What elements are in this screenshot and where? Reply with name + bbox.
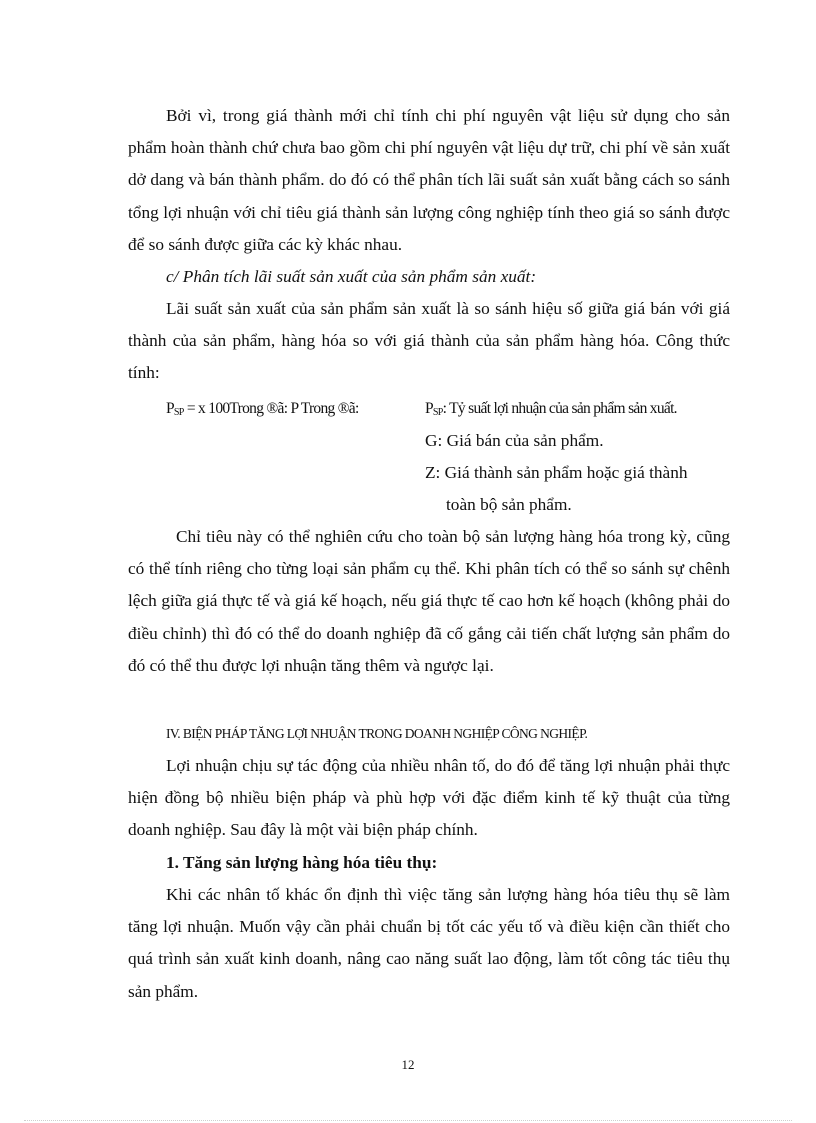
- subheading-1: 1. Tăng sản lượng hàng hóa tiêu thụ:: [166, 853, 438, 872]
- definition-psp-text: : Tỷ suất lợi nhuận của sản phẩm sản xuất.: [442, 400, 677, 417]
- page-bottom-divider: [24, 1120, 792, 1121]
- formula-text: = x 100Trong ®ã: P Trong ®ã:: [186, 400, 359, 417]
- page-number: 12: [401, 1057, 415, 1072]
- paragraph-3: Chỉ tiêu này có thể nghiên cứu cho toàn bộ sản lượng hàng hóa trong kỳ, cũng có thể tính riêng cho từng loại sản phẩm cụ thể. Khi phân tích có thể so sánh sự chênh lệch giữa giá thực tế và giá kế hoạch, nếu giá thực tế cao hơn kế hoạch (không phải do điều chỉnh) thì đó có thể do doanh nghiệp đã cố gắng cải tiến chất lượng sản phẩm do đó có thể thu được lợi nhuận tăng thêm và ngược lại.: [128, 527, 730, 675]
- subheading-c: c/ Phân tích lãi suất sản xuất của sản phẩm sản xuất:: [166, 267, 537, 286]
- formula-line: [166, 393, 359, 429]
- paragraph-5: Khi các nhân tố khác ổn định thì việc tăng sản lượng hàng hóa tiêu thụ sẽ làm tăng lợi nhuận. Muốn vậy cần phải chuẩn bị tốt các yếu tố và điều kiện cần thiết cho quá trình sản xuất kinh doanh, nâng cao năng suất lao động, làm tốt công tác tiêu thụ sản phẩm.: [128, 885, 730, 1001]
- formula-subscript: SP: [173, 407, 184, 418]
- definition-psp: [425, 393, 677, 429]
- paragraph-1: Bởi vì, trong giá thành mới chỉ tính chi phí nguyên vật liệu sử dụng cho sản phẩm hoàn thành chứ chưa bao gồm chi phí nguyên vật liệu dự trữ, chi phí về sản xuất dở dang và bán thành phẩm. do đó có thể phân tích lãi suất sản xuất bằng cách so sánh tổng lợi nhuận với chỉ tiêu giá thành sản lượng công nghiệp tính theo giá so sánh được để so sánh được giữa các kỳ khác nhau.: [128, 106, 730, 254]
- formula-symbol: P: [166, 400, 174, 417]
- section-heading-iv: IV. BIỆN PHÁP TĂNG LỢI NHUẬN TRONG DOANH NGHIỆP CÔNG NGHIỆP.: [166, 726, 588, 741]
- definition-z-line1: Z: Giá thành sản phẩm hoặc giá thành: [425, 463, 688, 482]
- paragraph-4: Lợi nhuận chịu sự tác động của nhiều nhân tố, do đó để tăng lợi nhuận phải thực hiện đồng bộ nhiều biện pháp và phù hợp với đặc điểm kinh tế kỹ thuật của từng doanh nghiệp. Sau đây là một vài biện pháp chính.: [128, 756, 730, 840]
- definition-psp-subscript: SP: [432, 407, 443, 418]
- definition-g: G: Giá bán của sản phẩm.: [425, 431, 604, 450]
- definition-z-line2: toàn bộ sản phẩm.: [446, 495, 572, 514]
- definition-psp-symbol: P: [425, 400, 433, 417]
- paragraph-2: Lãi suất sản xuất của sản phẩm sản xuất là so sánh hiệu số giữa giá bán với giá thành của sản phẩm, hàng hóa so với giá thành của sản phẩm hàng hóa. Công thức tính:: [128, 299, 730, 383]
